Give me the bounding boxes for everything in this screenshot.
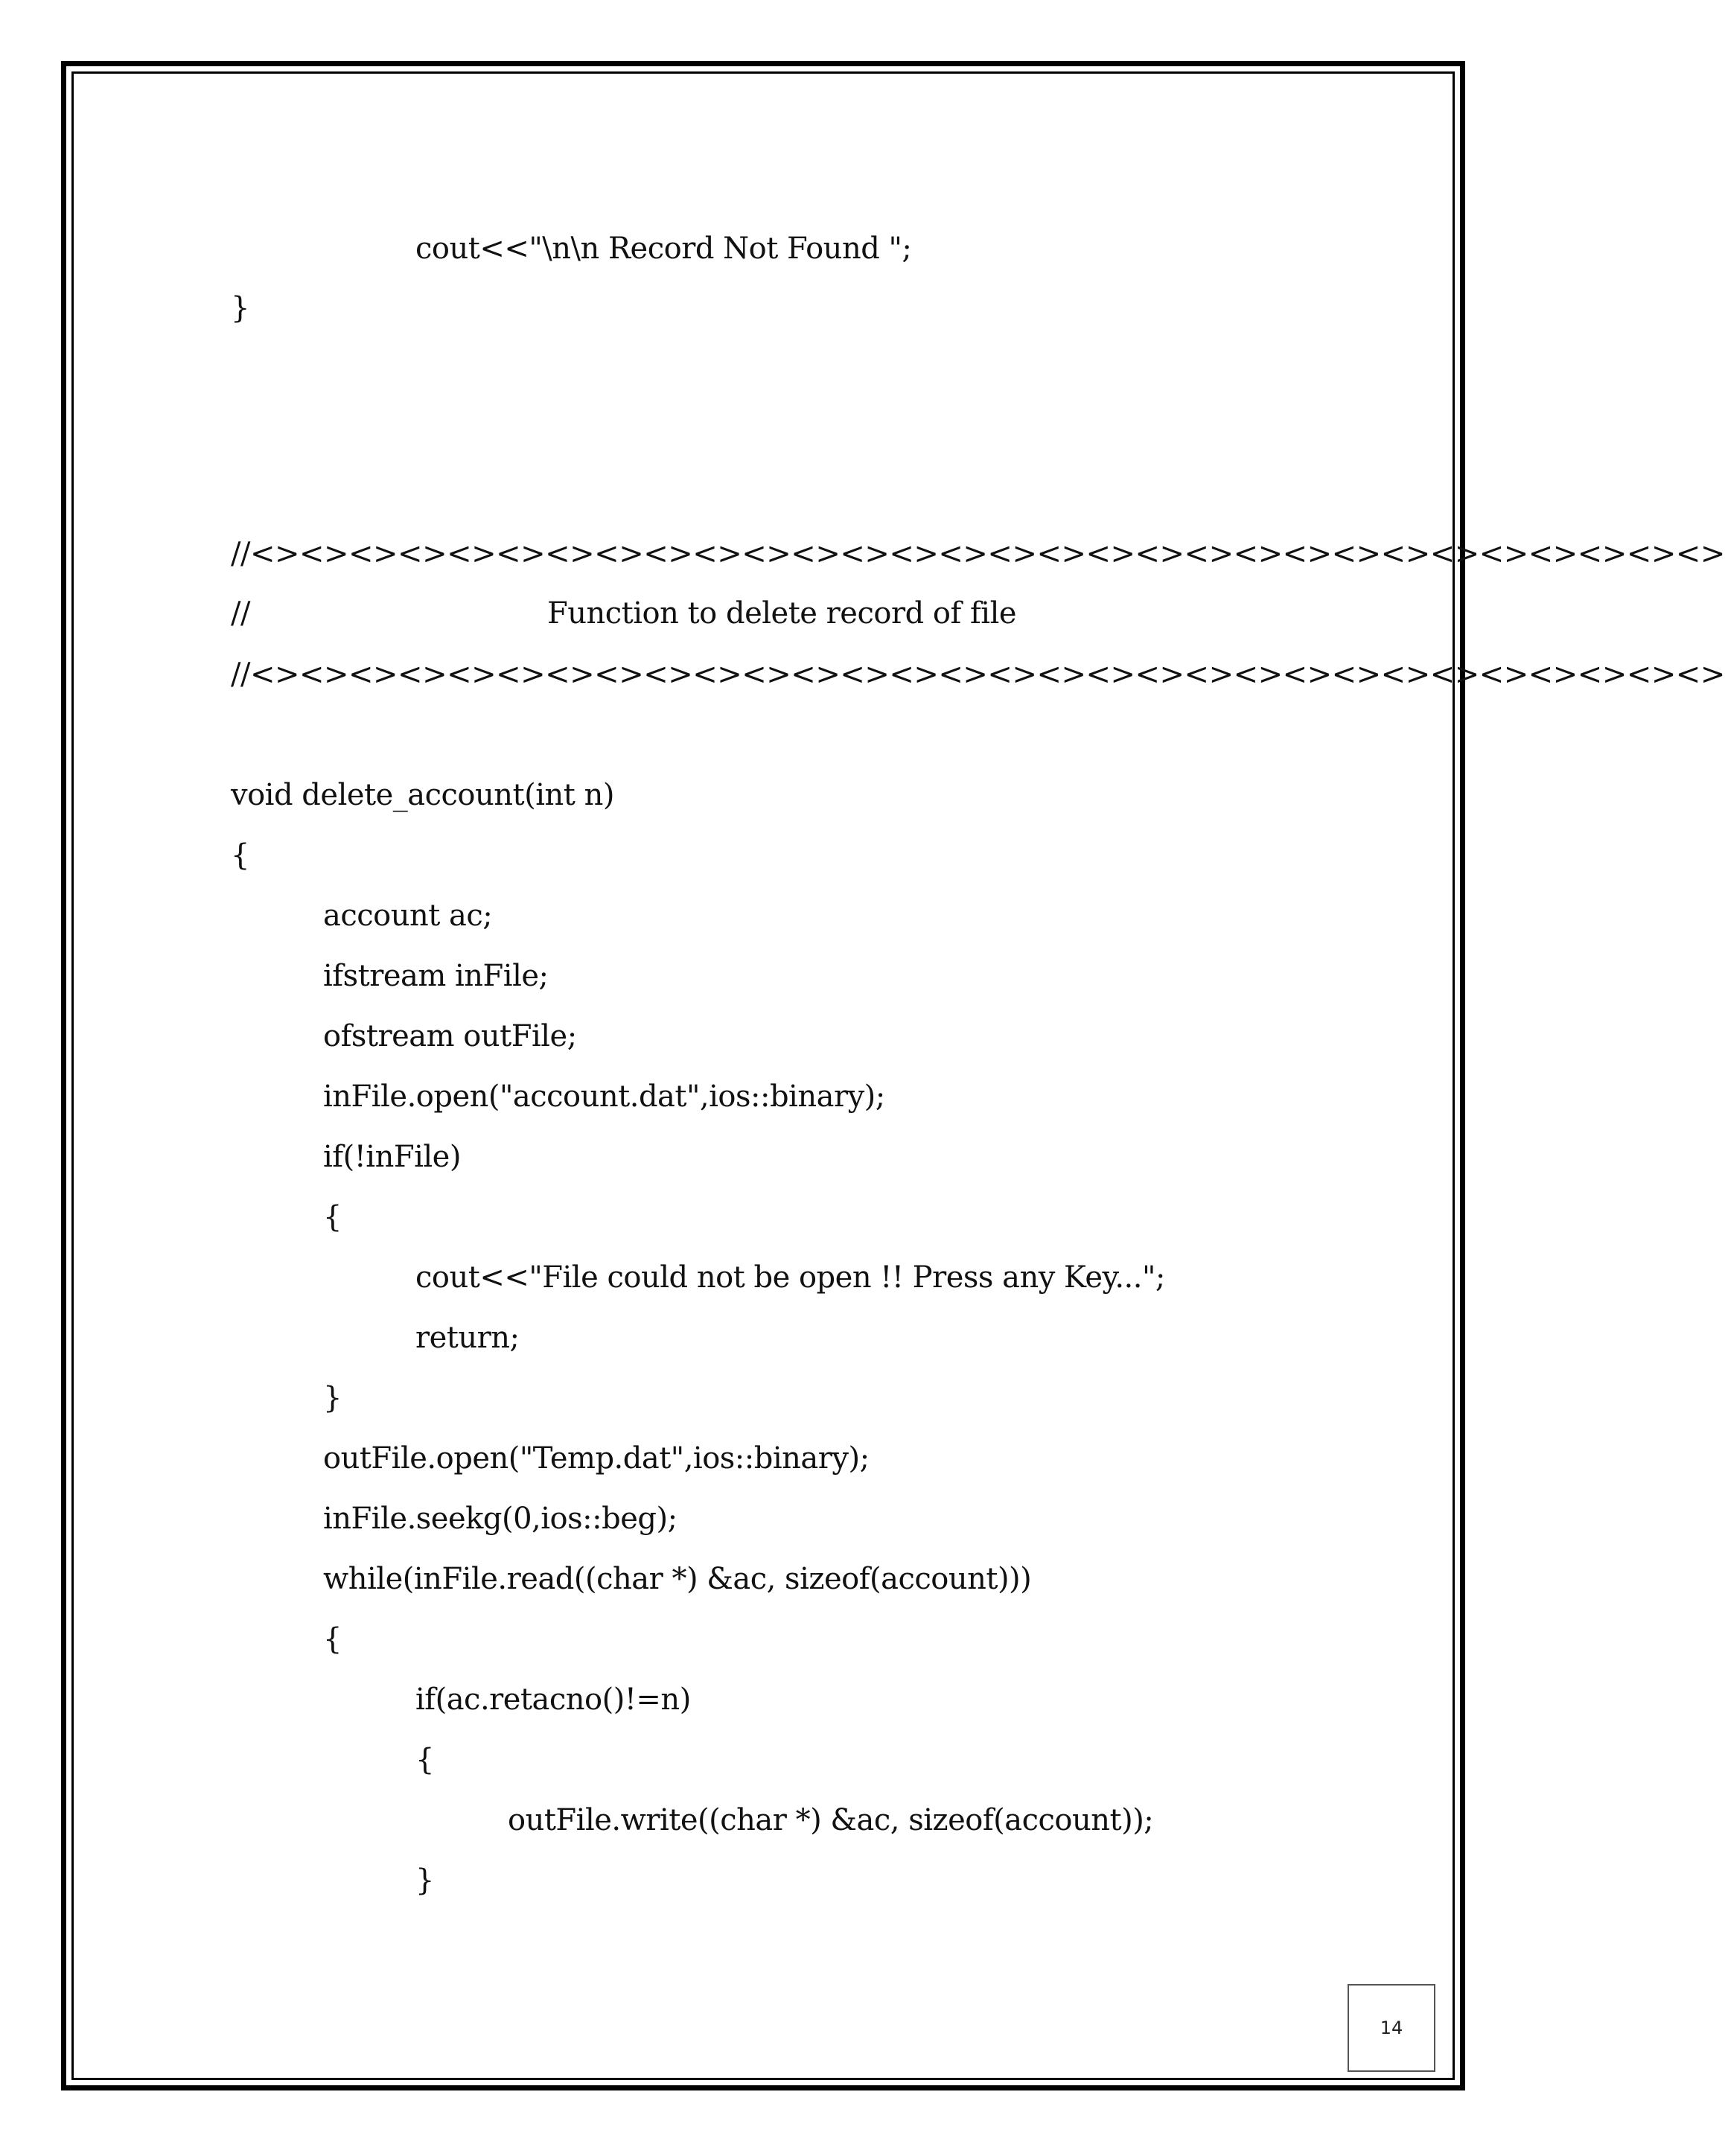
code-line: { [323,1622,342,1656]
code-line: ifstream inFile; [323,959,549,993]
code-line: account ac; [323,899,493,933]
code-line: { [323,1200,342,1234]
code-line: outFile.open("Temp.dat",ios::binary); [323,1441,870,1476]
code-line: if(ac.retacno()!=n) [415,1683,691,1717]
code-line-comment-divider: //<><><><><><><><><><><><><><><><><><><><><><><><><><><><><><> [231,537,1725,571]
code-line: cout<<"File could not be open !! Press any Key..."; [415,1260,1165,1295]
code-line: ofstream outFile; [323,1019,577,1053]
code-line: } [415,1863,434,1898]
code-line: inFile.open("account.dat",ios::binary); [323,1079,885,1114]
code-line: return; [415,1321,520,1355]
code-line: { [231,838,249,873]
page-number: 14 [1348,1984,1435,2072]
code-line: outFile.write((char *) &ac, sizeof(account)); [508,1803,1154,1837]
code-line: while(inFile.read((char *) &ac, sizeof(account))) [323,1562,1032,1596]
code-line: inFile.seekg(0,ios::beg); [323,1502,677,1536]
code-line-comment-marker: // [231,596,250,631]
code-line-comment-divider: //<><><><><><><><><><><><><><><><><><><><><><><><><><><><><><> [231,657,1725,692]
code-line: { [415,1743,434,1777]
code-line: } [323,1381,342,1415]
code-line-comment-text: Function to delete record of file [547,596,1017,631]
code-line: } [231,291,249,325]
code-line: void delete_account(int n) [231,778,614,812]
code-line: cout<<"\n\n Record Not Found "; [415,232,912,266]
code-line: if(!inFile) [323,1140,461,1174]
